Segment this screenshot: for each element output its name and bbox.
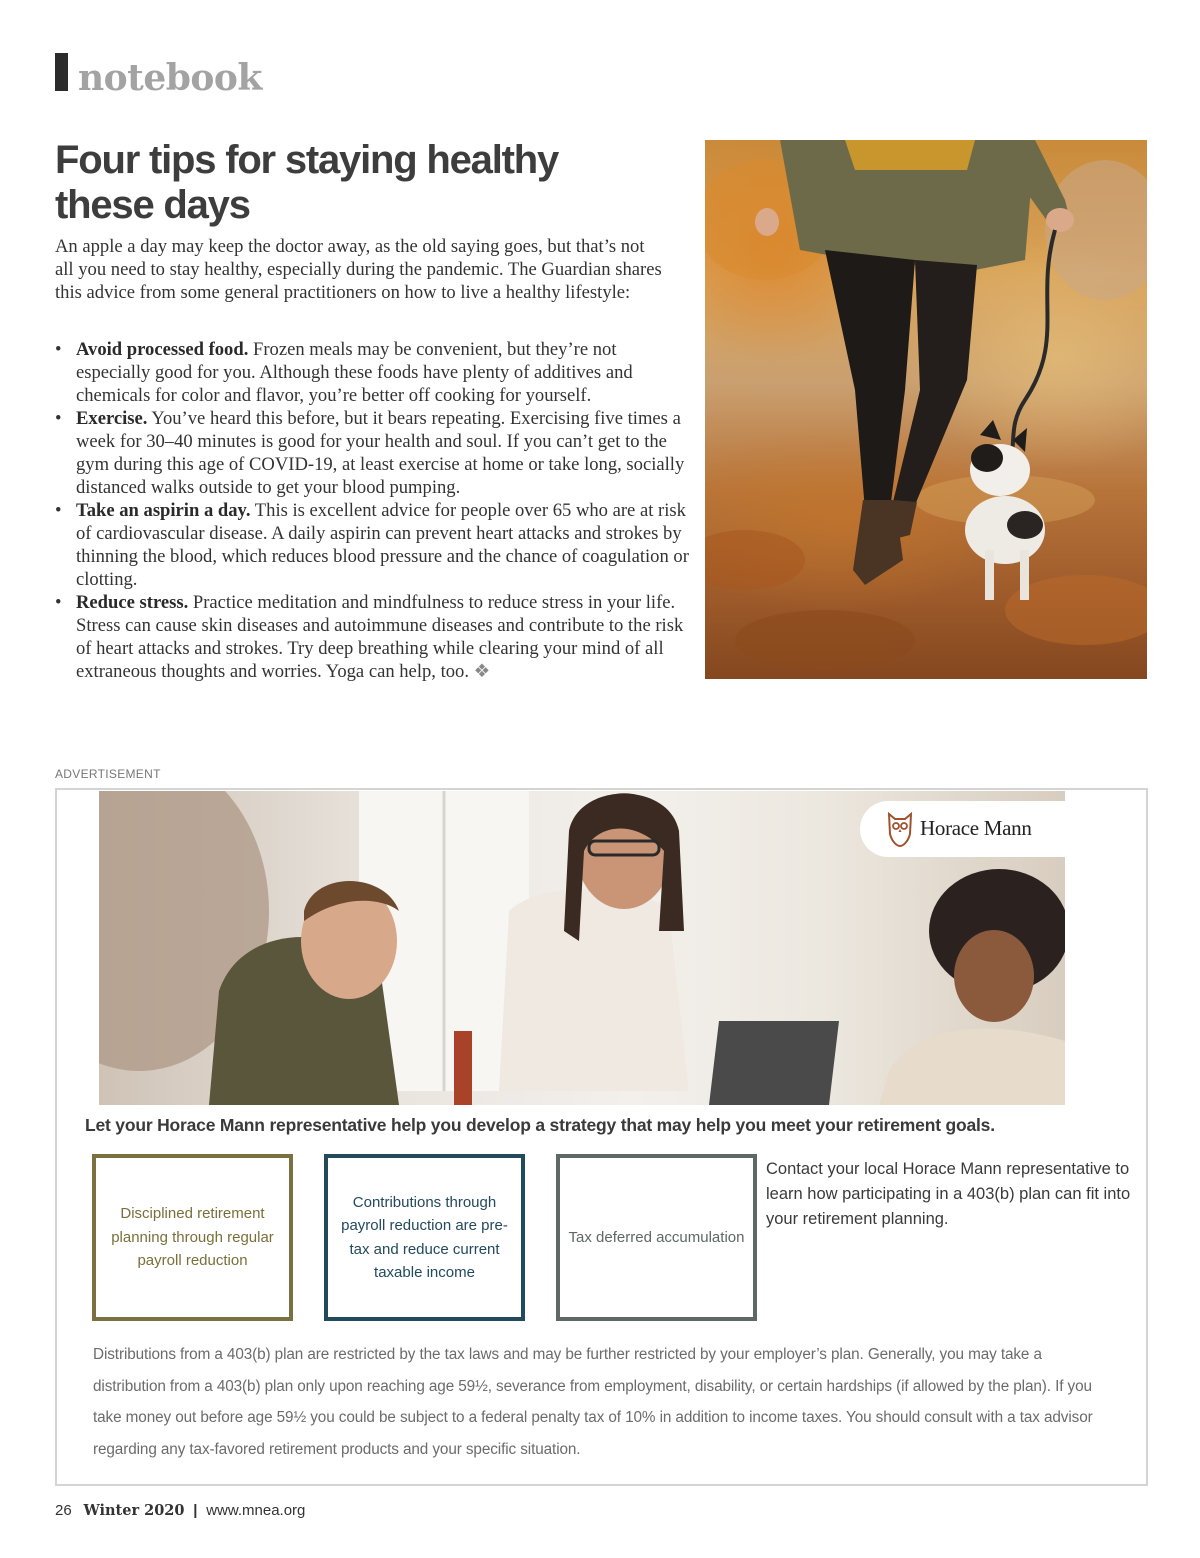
tip-lead: Reduce stress. — [76, 592, 189, 613]
footer-separator: | — [193, 1502, 198, 1519]
tip-text: This is excellent advice for people over 65 who are at risk of cardiovascular disease. A daily aspirin can prevent heart attacks and strokes by thinning the blood, which reduces blood pressure and the chance of coagulation or clotting. — [76, 500, 689, 590]
page-footer — [55, 1502, 305, 1520]
tip-text: Frozen meals may be convenient, but they’re not especially good for you. Although these foods have plenty of additives and chemicals for color and flavor, you’re better off cooking for yourself. — [76, 339, 633, 406]
benefit-text: Disciplined retirement planning through regular payroll reduction — [111, 1205, 274, 1270]
tip-lead: Take an aspirin a day. — [76, 500, 251, 521]
disclaimer-text: Distributions from a 403(b) plan are restricted by the tax laws and may be further restricted by your employer’s plan. Generally, you may take a distribution from a 403(b) plan only upon reaching age 59½, severance from employment, disability, or certain hardships (if allowed by the plan). If you take money out before age 59½ you could be subject to a federal penalty tax of 10% in addition to income taxes. You should consult with a tax advisor regarding any tax-favored retirement products and your specific situation. — [93, 1346, 1093, 1458]
tip-item — [55, 591, 690, 683]
tip-lead: Exercise. — [76, 408, 148, 429]
bullet-icon: • — [55, 339, 62, 360]
benefit-box-3 — [556, 1154, 757, 1321]
page-number: 26 — [55, 1502, 72, 1519]
tip-lead: Avoid processed food. — [76, 339, 249, 360]
section-title: notebook — [78, 57, 262, 99]
article-title: Four tips for staying healthy these days — [55, 138, 559, 227]
issue-label: Winter 2020 — [83, 1502, 185, 1519]
tip-item — [55, 407, 690, 499]
benefit-box-1 — [92, 1154, 293, 1321]
owl-logo-icon — [885, 810, 915, 848]
site-link[interactable]: www.mnea.org — [206, 1502, 306, 1519]
tip-item — [55, 499, 690, 591]
tip-item — [55, 338, 690, 407]
brand-name: Horace Mann — [920, 816, 1032, 840]
article-intro: An apple a day may keep the doctor away, as the old saying goes, but that’s not all you need to stay healthy, especially during the pandemic. The Guardian shares this advice from some general practitioners on how to live a healthy lifestyle: — [55, 236, 662, 303]
autumn-walk-photo — [705, 140, 1147, 679]
tip-text: Practice meditation and mindfulness to reduce stress in your life. Stress can cause skin diseases and autoimmune diseases and contribute to the risk of heart attacks and strokes. Try deep breathing while clearing your mind of all extraneous thoughts and worries. Yoga can help, too. — [76, 592, 684, 682]
bullet-icon: • — [55, 500, 62, 521]
section-marker — [55, 53, 68, 91]
benefit-box-2 — [324, 1154, 525, 1321]
advertisement-label: ADVERTISEMENT — [55, 767, 161, 781]
bullet-icon: • — [55, 592, 62, 613]
benefit-text: Contributions through payroll reduction are pre-tax and reduce current taxable income — [341, 1193, 508, 1281]
tip-text: You’ve heard this before, but it bears repeating. Exercising five times a week for 30–40 minutes is good for your health and soul. If you can’t get to the gym during this age of COVID-19, at least exercise at home or take long, socially distanced walks outside to get your blood pumping. — [76, 408, 685, 498]
benefit-text: Tax deferred accumulation — [568, 1228, 745, 1246]
end-mark-icon: ❖ — [473, 661, 491, 682]
autumn-walk-illustration — [705, 140, 1147, 679]
bullet-icon: • — [55, 408, 62, 429]
tips-list — [55, 338, 690, 683]
contact-text: Contact your local Horace Mann representative to learn how participating in a 403(b) plan can fit into your retirement planning. — [766, 1160, 1131, 1228]
ad-headline: Let your Horace Mann representative help you develop a strategy that may help you meet your retirement goals. — [85, 1115, 995, 1135]
